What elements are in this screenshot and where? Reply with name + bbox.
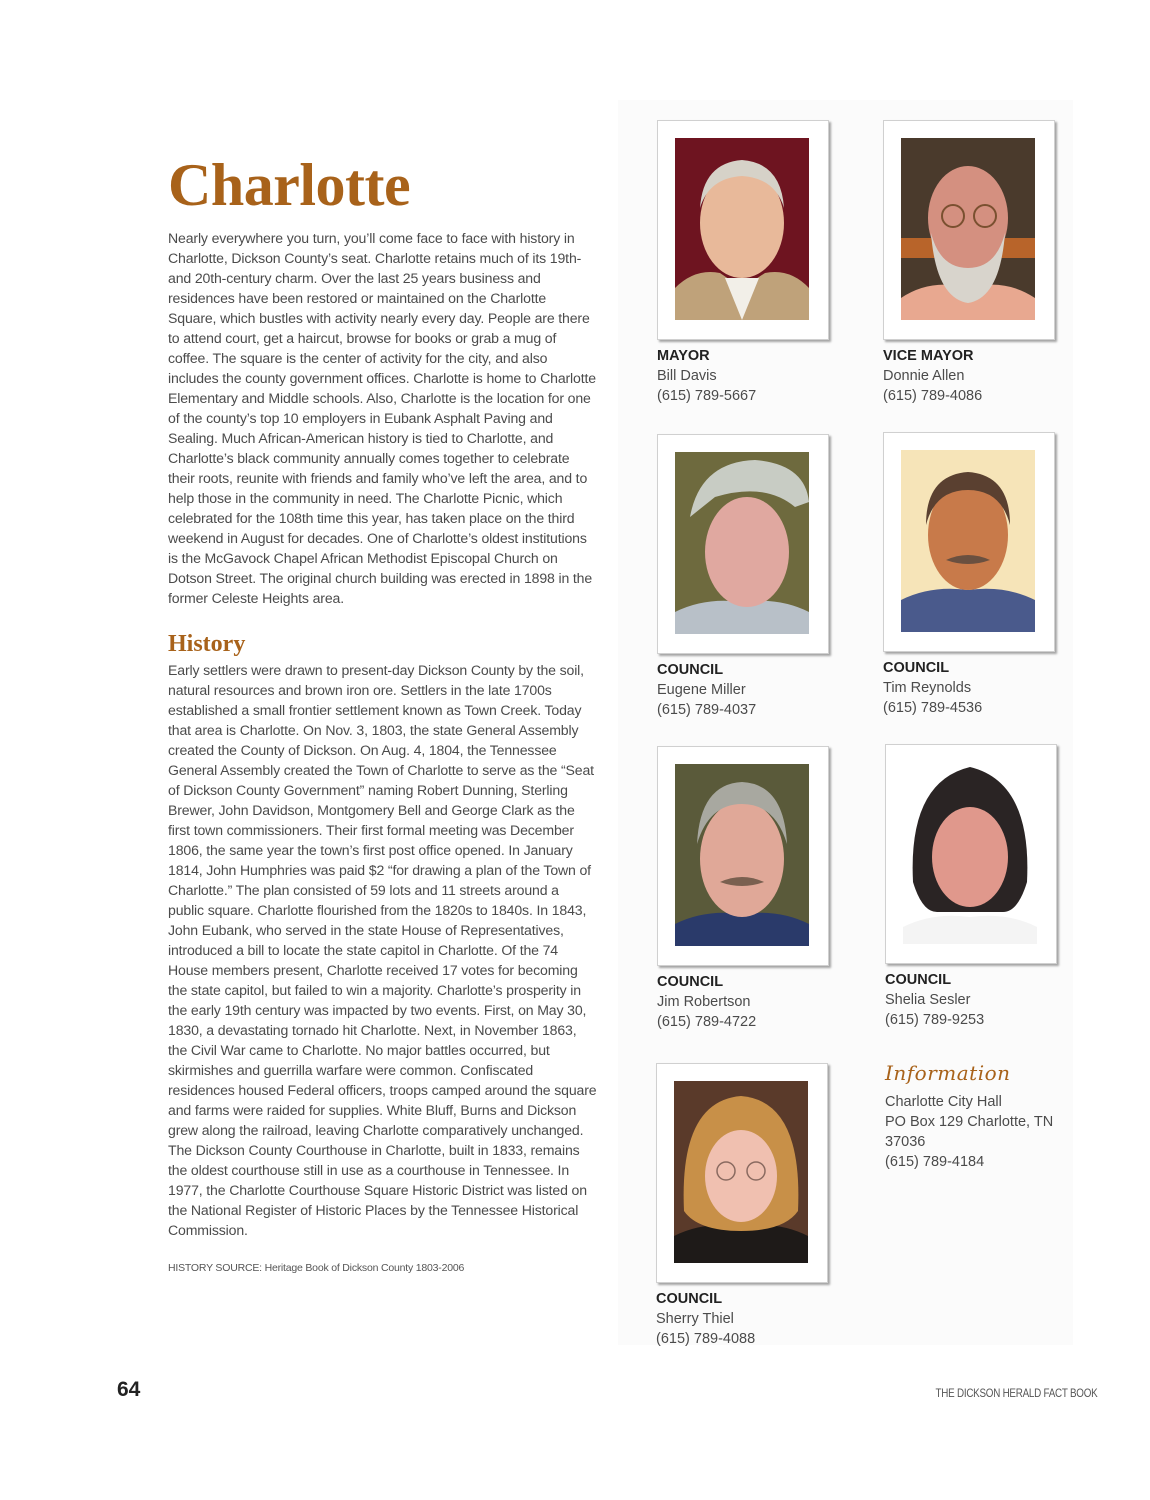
officer-phone: (615) 789-4037 bbox=[657, 702, 757, 718]
city-hall-information bbox=[885, 1060, 1085, 1172]
info-line-phone: (615) 789-4184 bbox=[885, 1154, 985, 1170]
portrait-photo bbox=[675, 452, 809, 634]
officer-phone: (615) 789-5667 bbox=[657, 388, 757, 404]
page-title: Charlotte bbox=[168, 152, 411, 218]
intro-paragraph: Nearly everywhere you turn, you’ll come face to face with history in Charlotte, Dickson County’s seat. Charlotte retains much of its 19th- and 20th-century charm. Over the last 25 years business and residences have been restored or maintained on the Charlotte Square, which bustles with activity nearly every day. People are there to attend court, get a haircut, browse for books or grab a mug of coffee. The square is the center of activity for the city, and also includes the county government offices. Charlotte is home to Charlotte Elementary and Middle schools. Also, Charlotte is the location for one of the county’s top 10 employers in Eubank Asphalt Paving and Sealing. Much African-American history is tied to Charlotte, and Charlotte’s black community annually comes together to celebrate their roots, reunite with friends and family who’ve left the area, and to help those in the community in need. The Charlotte Picnic, which celebrated for the 108th time this year, has taken place on the third weekend in August for decades. One of Charlotte’s oldest institutions is the McGavock Chapel African Methodist Episcopal Church on Dotson Street. The original church building was erected in 1898 in the former Celeste Heights area. bbox=[168, 230, 596, 606]
officer-phone: (615) 789-4722 bbox=[657, 1014, 757, 1030]
publication-footer: THE DICKSON HERALD FACT BOOK bbox=[935, 1386, 1097, 1400]
officer-phone: (615) 789-4536 bbox=[883, 700, 983, 716]
portrait-photo bbox=[901, 450, 1035, 632]
article-column bbox=[168, 150, 598, 1274]
portrait-photo bbox=[675, 138, 809, 320]
officer-name: Donnie Allen bbox=[883, 368, 965, 384]
info-line-zip: 37036 bbox=[885, 1134, 926, 1150]
officer-name: Jim Robertson bbox=[657, 994, 751, 1010]
history-source-note: HISTORY SOURCE: Heritage Book of Dickson County 1803-2006 bbox=[168, 1262, 465, 1274]
officer-card-council bbox=[885, 744, 1075, 1030]
history-paragraph: Early settlers were drawn to present-day Dickson County by the soil, natural resources and brown iron ore. Settlers in the late 1700s established a small frontier settlement known as Town Creek. Today that area is Charlotte. On Nov. 3, 1803, the state General Assembly created the County of Dickson. On Aug. 4, 1804, the Tennessee General Assembly created the Town of Charlotte to serve as the “Seat of Dickson County Government” naming Robert Dunning, Sterling Brewer, John Davidson, Montgomery Bell and George Clark as the first town commissioners. Their first formal meeting was December 1806, the same year the town’s first post office opened. In January 1814, John Humphries was paid $2 “for drawing a plan of the Town of Charlotte.” The plan consisted of 59 lots and 11 streets around a public square. Charlotte flourished from the 1820s to 1840s. In 1843, John Eubank, who served in the state House of Representatives, introduced a bill to locate the state capitol in Charlotte. Of the 74 House members present, Charlotte received 17 votes for becoming the state capitol, but failed to win a majority. Charlotte’s prosperity in the early 19th century was impacted by two events. First, on May 30, 1830, a devastating tornado hit Charlotte. Next, in November 1863, the Civil War came to Charlotte. No major battles occurred, but skirmishes and guerrilla warfare were common. Confiscated residences housed Federal officers, troops camped around the square and farms were raided for supplies. White Bluff, Burns and Dickson grew along the railroad, leaving Charlotte comparatively unchanged. bbox=[168, 662, 597, 1138]
officer-title: COUNCIL bbox=[885, 972, 952, 988]
information-heading: Information bbox=[885, 1061, 1011, 1085]
info-line-address: PO Box 129 Charlotte, TN bbox=[885, 1114, 1054, 1130]
officer-title: COUNCIL bbox=[883, 660, 950, 676]
officer-phone: (615) 789-9253 bbox=[885, 1012, 985, 1028]
officer-title: VICE MAYOR bbox=[883, 348, 974, 364]
info-line-name: Charlotte City Hall bbox=[885, 1094, 1002, 1110]
officer-card-council bbox=[657, 746, 847, 1032]
portrait-photo bbox=[674, 1081, 808, 1263]
photo-frame bbox=[656, 1063, 828, 1283]
officer-phone: (615) 789-4086 bbox=[883, 388, 983, 404]
page-number: 64 bbox=[117, 1378, 141, 1401]
officer-card-council bbox=[883, 432, 1073, 718]
officer-name: Tim Reynolds bbox=[883, 680, 972, 696]
photo-frame bbox=[885, 744, 1057, 964]
officer-card-council bbox=[656, 1063, 846, 1349]
officer-title: COUNCIL bbox=[656, 1291, 723, 1307]
portrait-photo bbox=[901, 138, 1035, 320]
officer-card-vice-mayor bbox=[883, 120, 1073, 406]
officer-title: COUNCIL bbox=[657, 662, 724, 678]
officer-name: Eugene Miller bbox=[657, 682, 746, 698]
photo-frame bbox=[657, 120, 829, 340]
history-heading: History bbox=[168, 631, 246, 657]
history-paragraph-2: The Dickson County Courthouse in Charlotte, built in 1833, remains the oldest courthouse still in use as a courthouse in Tennessee. In 1977, the Charlotte Courthouse Square Historic District was listed on the National Register of Historic Places by the Tennessee Historical Commission. bbox=[168, 1142, 587, 1238]
officer-title: MAYOR bbox=[657, 348, 710, 364]
officer-name: Shelia Sesler bbox=[885, 992, 971, 1008]
officer-name: Sherry Thiel bbox=[656, 1311, 734, 1327]
officer-phone: (615) 789-4088 bbox=[656, 1331, 756, 1347]
portrait-photo bbox=[903, 762, 1037, 944]
officer-title: COUNCIL bbox=[657, 974, 724, 990]
photo-frame bbox=[883, 432, 1055, 652]
photo-frame bbox=[883, 120, 1055, 340]
photo-frame bbox=[657, 746, 829, 966]
officer-card-mayor bbox=[657, 120, 847, 406]
photo-frame bbox=[657, 434, 829, 654]
officer-card-council bbox=[657, 434, 847, 720]
portrait-photo bbox=[675, 764, 809, 946]
officer-name: Bill Davis bbox=[657, 368, 717, 384]
